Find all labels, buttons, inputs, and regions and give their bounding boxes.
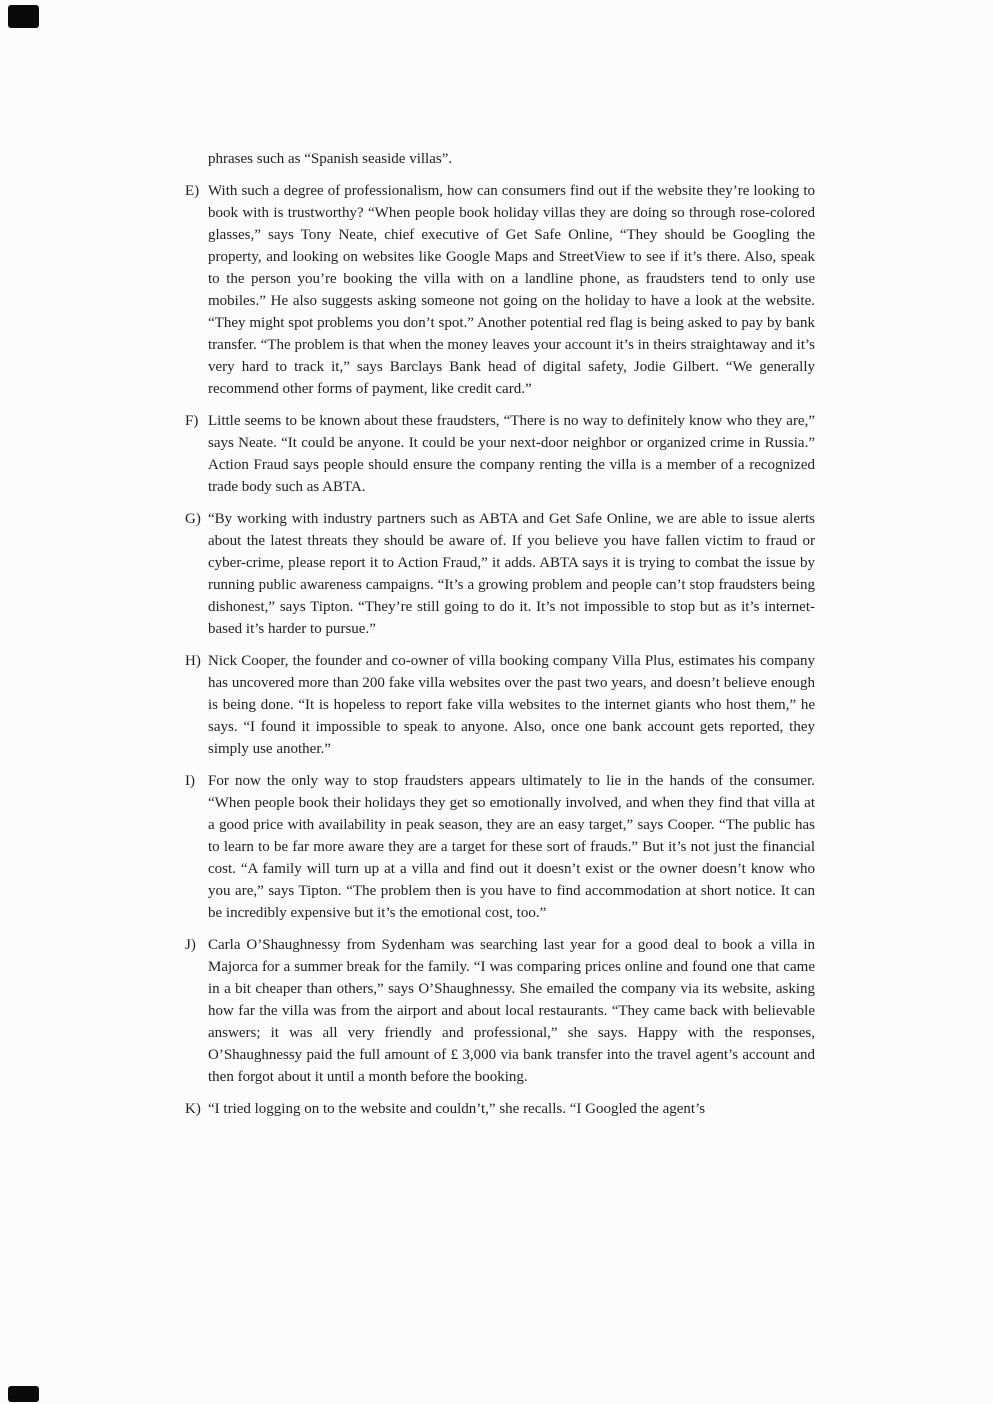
paragraph-text: “By working with industry partners such as ABTA and Get Safe Online, we are able to issue alerts about the latest threats they should be aware of. If you believe you have fallen victim to fraud or cyber-crime, please report it to Action Fraud,” it adds. ABTA says it is trying to combat the issue by running public awareness campaigns. “It’s a growing problem and people can’t stop fraudsters being dishonest,” says Tipton. “They’re still going to do it. It’s not impossible to stop but as it’s internet-based it’s harder to pursue.” [208, 511, 815, 637]
paragraph-k [185, 1098, 815, 1120]
paragraph-text: Nick Cooper, the founder and co-owner of villa booking company Villa Plus, estimates his company has uncovered more than 200 fake villa websites over the past two years, and doesn’t believe enough is being done. “It is hopeless to report fake villa websites to the internet giants who host them,” he says. “I found it impossible to speak to anyone. Also, once one bank account gets reported, they simply use another.” [208, 653, 815, 757]
paragraph-text: Carla O’Shaughnessy from Sydenham was searching last year for a good deal to book a villa in Majorca for a summer break for the family. “I was comparing prices online and found one that came in a bit cheaper than others,” says O’Shaughnessy. She emailed the company via its website, asking how far the villa was from the airport and about local restaurants. “They came back with believable answers; it was all very friendly and professional,” she says. Happy with the responses, O’Shaughnessy paid the full amount of £ 3,000 via bank transfer into the travel agent’s account and then forgot about it until a month before the booking. [208, 937, 815, 1085]
paragraph-h [185, 650, 815, 760]
paragraph-e [185, 180, 815, 400]
paragraph-continuation-fragment: phrases such as “Spanish seaside villas”. [208, 151, 453, 167]
paragraph-label: I) [185, 773, 195, 789]
paragraph-text: For now the only way to stop fraudsters appears ultimately to lie in the hands of the consumer. “When people book their holidays they get so emotionally involved, and when they find that villa at a good price with availability in peak season, they are an easy target,” says Cooper. “The public has to learn to be far more aware they are a target for these sort of frauds.” But it’s not just the financial cost. “A family will turn up at a villa and find out it doesn’t exist or the owner doesn’t know who you are,” says Tipton. “The problem then is you have to find accommodation at short notice. It can be incredibly expensive but it’s the emotional cost, too.” [208, 773, 815, 921]
paragraph-label: F) [185, 413, 199, 429]
paragraph-label: K) [185, 1101, 201, 1117]
paragraph-label: E) [185, 183, 200, 199]
paragraph-i [185, 770, 815, 924]
paragraph-f [185, 410, 815, 498]
passage-text-block [185, 148, 815, 1130]
paragraph-text: “I tried logging on to the website and couldn’t,” she recalls. “I Googled the agent’s [208, 1101, 706, 1117]
paragraph-text: With such a degree of professionalism, how can consumers find out if the website they’re looking to book with is trustworthy? “When people book holiday villas they are doing so through rose-colored glasses,” says Tony Neate, chief executive of Get Safe Online, “They should be Googling the property, and looking on websites like Google Maps and StreetView to see if it’s there. Also, speak to the person you’re booking the villa with on a landline phone, as fraudsters tend to only use mobiles.” He also suggests asking someone not going on the holiday to have a look at the website. “They might spot problems you don’t spot.” Another potential red flag is being asked to pay by bank transfer. “The problem is that when the money leaves your account it’s in theirs straightaway and it’s very hard to track it,” says Barclays Bank head of digital safety, Jodie Gilbert. “We generally recommend other forms of payment, like credit card.” [208, 183, 815, 397]
scan-artifact-top [8, 5, 39, 28]
paragraph-label: J) [185, 937, 196, 953]
paragraph-text: Little seems to be known about these fraudsters, “There is no way to definitely know who they are,” says Neate. “It could be anyone. It could be your next-door neighbor or organized crime in Russia.” Action Fraud says people should ensure the company renting the villa is a member of a recognized trade body such as ABTA. [208, 413, 815, 495]
scan-artifact-bottom [8, 1386, 39, 1402]
paragraph-g [185, 508, 815, 640]
paragraph-j [185, 934, 815, 1088]
paragraph-label: G) [185, 511, 201, 527]
paragraph-label: H) [185, 653, 201, 669]
